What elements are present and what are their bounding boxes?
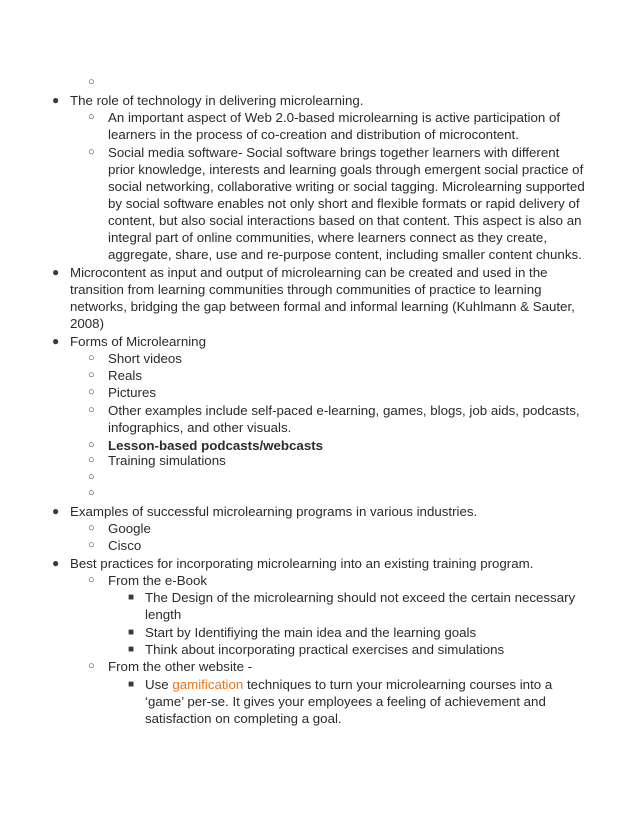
- list-item-text: learners in the process of co-creation and distribution of microcontent.: [108, 127, 519, 142]
- list-item-text: Think about incorporating practical exercises and simulations: [145, 642, 505, 657]
- list-item-text: integral part of online communities, where learners connect as they create,: [108, 230, 548, 245]
- circle-bullet-icon: ○: [88, 522, 95, 534]
- list-item-text: Training simulations: [108, 453, 226, 468]
- circle-bullet-icon: ○: [88, 471, 95, 483]
- list-item-text: Use: [145, 677, 173, 692]
- list-item-text: networks, bridging the gap between formal and informal learning (Kuhlmann & Sauter,: [70, 299, 575, 314]
- list-item-text: prior knowledge, interests and learning goals through emergent social practice of: [108, 162, 584, 177]
- circle-bullet-icon: ○: [88, 146, 95, 158]
- circle-bullet-icon: ○: [88, 386, 95, 398]
- list-item-text: by social software enables not only short and flexible formats or rapid delivery of: [108, 196, 580, 211]
- bullet-icon: ●: [52, 556, 60, 570]
- list-item-text: infographics, and other visuals.: [108, 420, 292, 435]
- bullet-icon: ●: [52, 93, 60, 107]
- list-item-examples: Examples of successful microlearning programs in various industries.: [70, 504, 478, 519]
- list-item-forms: Forms of Microlearning: [70, 334, 206, 349]
- square-bullet-icon: ■: [128, 592, 135, 603]
- list-item-text: An important aspect of Web 2.0-based microlearning is active participation of: [108, 110, 561, 125]
- list-item-text: ‘game’ per-se. It gives your employees a feeling of achievement and: [145, 694, 546, 709]
- circle-bullet-icon: ○: [88, 111, 95, 123]
- list-item-text: content, but also social interactions based on that content. This aspect is also an: [108, 213, 582, 228]
- list-item-text: The Design of the microlearning should not exceed the certain necessary: [145, 590, 576, 605]
- list-item-text: From the e-Book: [108, 573, 208, 588]
- list-item-text: Cisco: [108, 538, 142, 553]
- list-item-microcontent: Microcontent as input and output of microlearning can be created and used in the: [70, 265, 548, 280]
- list-item-gamification: [145, 676, 552, 693]
- list-item-text: satisfaction on completing a goal.: [145, 711, 342, 726]
- circle-bullet-icon: ○: [88, 76, 95, 88]
- bullet-icon: ●: [52, 334, 60, 348]
- square-bullet-icon: ■: [128, 679, 135, 690]
- circle-bullet-icon: ○: [88, 439, 95, 451]
- list-item-text: social networking, collaborative writing or social tagging. Microlearning supported: [108, 179, 585, 194]
- square-bullet-icon: ■: [128, 644, 135, 655]
- circle-bullet-icon: ○: [88, 352, 95, 364]
- circle-bullet-icon: ○: [88, 487, 95, 499]
- circle-bullet-icon: ○: [88, 574, 95, 586]
- list-item-text: Pictures: [108, 385, 157, 400]
- circle-bullet-icon: ○: [88, 454, 95, 466]
- circle-bullet-icon: ○: [88, 660, 95, 672]
- list-item-text: From the other website -: [108, 659, 253, 674]
- list-item-text: Google: [108, 521, 151, 536]
- list-item-text: Start by Identifiying the main idea and the learning goals: [145, 625, 477, 640]
- list-item-text: Reals: [108, 368, 142, 383]
- list-item-text: 2008): [70, 316, 105, 331]
- list-item-text: Social media software- Social software brings together learners with different: [108, 145, 560, 160]
- bullet-icon: ●: [52, 504, 60, 518]
- square-bullet-icon: ■: [128, 627, 135, 638]
- list-item-text: Short videos: [108, 351, 182, 366]
- list-item-role-of-technology: The role of technology in delivering microlearning.: [70, 93, 364, 108]
- list-item-best-practices: Best practices for incorporating microlearning into an existing training program.: [70, 556, 534, 571]
- list-item-text: aggregate, share, use and re-purpose content, including smaller content chunks.: [108, 247, 582, 262]
- list-item-text: Lesson-based podcasts/webcasts: [108, 438, 324, 453]
- list-item-text: Other examples include self-paced e-learning, games, blogs, job aids, podcasts,: [108, 403, 580, 418]
- list-item-text: techniques to turn your microlearning courses into a: [243, 677, 553, 692]
- gamification-link[interactable]: gamification: [172, 677, 244, 692]
- circle-bullet-icon: ○: [88, 404, 95, 416]
- list-item-text: length: [145, 607, 182, 622]
- list-item-text: transition from learning communities through communities of practice to learning: [70, 282, 542, 297]
- circle-bullet-icon: ○: [88, 539, 95, 551]
- bullet-icon: ●: [52, 265, 60, 279]
- circle-bullet-icon: ○: [88, 369, 95, 381]
